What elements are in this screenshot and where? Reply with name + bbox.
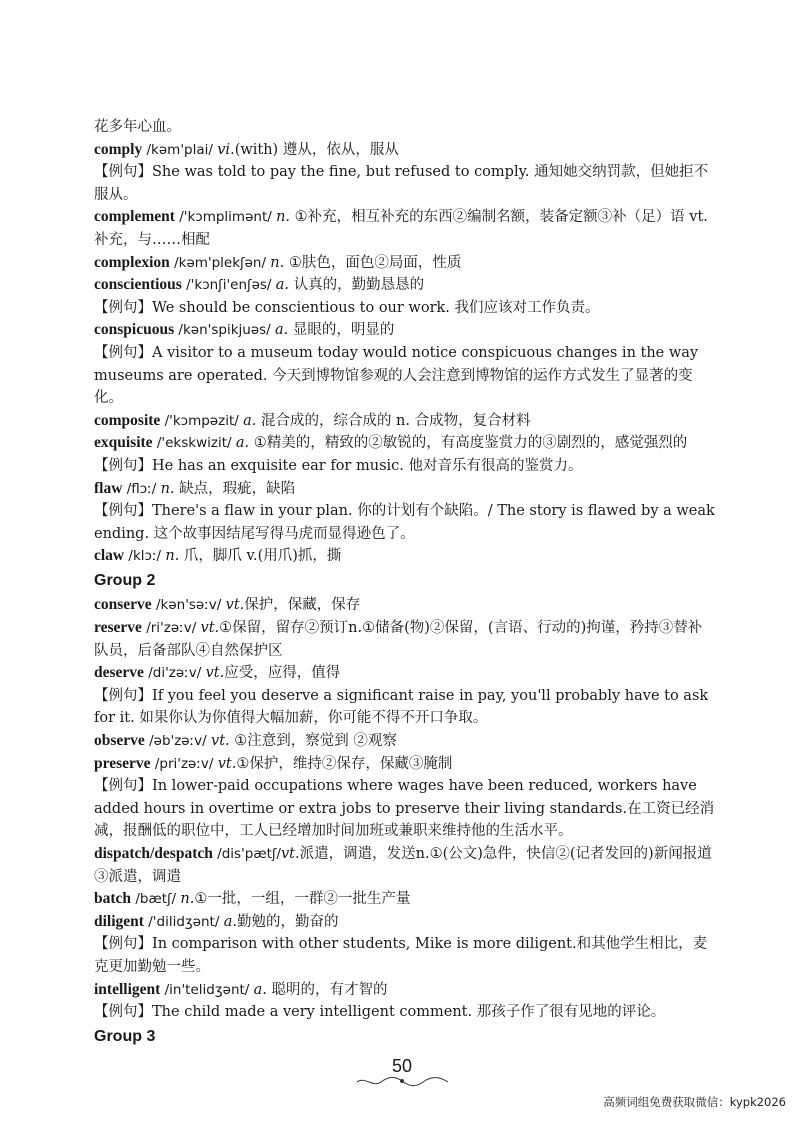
- group-heading: Group 2: [94, 571, 156, 589]
- vocab-entry: [94, 139, 716, 162]
- definition: 保护，保藏，保存: [244, 597, 361, 614]
- vocab-entry: [94, 545, 716, 568]
- definition: (with) 遵从，依从，服从: [234, 141, 399, 158]
- vocab-entry: [94, 432, 716, 455]
- definition: 混合成的，综合成的 n. 合成物，复合材料: [256, 412, 531, 429]
- headword: composite: [94, 411, 161, 429]
- text-line: 花多年心血。: [94, 119, 181, 135]
- headword: preserve: [94, 754, 151, 772]
- vocab-entry: [94, 888, 716, 911]
- definition: 缺点，瑕疵，缺陷: [174, 480, 296, 497]
- phonetic: /kəm'plekʃən/: [169, 254, 271, 271]
- example-sentence: [94, 775, 716, 843]
- vocab-entry: [94, 478, 716, 501]
- part-of-speech: vt.: [205, 665, 225, 682]
- part-of-speech: vt.: [217, 755, 237, 772]
- vocab-entry: [94, 617, 716, 662]
- phonetic: /pri'zəːv/: [150, 755, 218, 772]
- phonetic: /in'telidʒənt/: [160, 981, 254, 998]
- footer-ornament-icon: [355, 1074, 450, 1088]
- headword: diligent: [94, 912, 144, 930]
- vocabulary-page: [94, 116, 716, 1050]
- example-tag: 【例句】: [94, 164, 152, 181]
- part-of-speech: a.: [253, 981, 267, 998]
- definition: ①补充，相互补充的东西②编制名额，装备定额③补（足）语 vt. 补充，与……相配: [94, 209, 708, 248]
- example-sentence: [94, 342, 716, 410]
- vocab-entry: [94, 206, 716, 251]
- part-of-speech: n.: [270, 254, 285, 271]
- vocab-entry: [94, 252, 716, 275]
- vocab-entry: [94, 753, 716, 776]
- definition: 派遣，调遣，发送n.①(公文)急件，快信②(记者发回的)新闻报道③派遣，调遣: [94, 846, 712, 885]
- vocab-entry: [94, 843, 716, 888]
- definition: ①注意到，察觉到 ②观察: [229, 733, 397, 750]
- headword: deserve: [94, 664, 144, 682]
- headword: comply: [94, 140, 143, 158]
- example-tag: 【例句】: [94, 299, 152, 316]
- headword: complexion: [94, 253, 170, 271]
- vocab-entry: [94, 594, 716, 617]
- footer-note: 高频词组免费获取微信：kypk2026: [603, 1095, 786, 1109]
- example-text: There's a flaw in your plan. 你的计划有个缺陷。/ The story is flawed by a weak ending. 这个故事因结尾写得马虎而显得逊色了。: [94, 503, 715, 542]
- example-tag: 【例句】: [94, 936, 152, 953]
- headword: conserve: [94, 596, 152, 614]
- phonetic: /əb'zəːv/: [144, 733, 211, 750]
- headword: dispatch/despatch: [94, 845, 213, 862]
- example-sentence: [94, 500, 716, 545]
- example-text: A visitor to a museum today would notice conspicuous changes in the way museums are operated. 今天到博物馆参观的人会注意到博物馆的运作方式发生了显著的变化。: [94, 344, 699, 407]
- phonetic: /flɔː/: [122, 480, 161, 497]
- headword: conspicuous: [94, 321, 175, 339]
- headword: conscientious: [94, 276, 182, 294]
- definition: ①保护，维持②保存，保藏③腌制: [236, 755, 453, 772]
- example-tag: 【例句】: [94, 687, 152, 704]
- example-sentence: [94, 297, 716, 320]
- vocab-entry: [94, 274, 716, 297]
- phonetic: /ri'zəːv/: [141, 620, 201, 637]
- part-of-speech: a.: [275, 277, 290, 294]
- example-text: If you feel you deserve a significant raise in pay, you'll probably have to ask for it. 如果你认为你值得大幅加薪，你可能不得不开口争取。: [94, 687, 709, 727]
- vocab-entry: [94, 730, 716, 753]
- example-tag: 【例句】: [94, 1004, 152, 1021]
- example-sentence: [94, 161, 716, 206]
- part-of-speech: vi.: [217, 141, 235, 158]
- part-of-speech: n.: [160, 480, 175, 497]
- vocab-entry: [94, 662, 716, 685]
- part-of-speech: a.: [275, 322, 289, 339]
- headword: claw: [94, 547, 125, 565]
- phonetic: /'dilidʒənt/: [143, 913, 224, 930]
- phonetic: /kən'spikjuəs/: [174, 322, 276, 339]
- example-sentence: [94, 933, 716, 978]
- example-text: She was told to pay the fine, but refused to comply. 通知她交纳罚款，但她拒不服从。: [94, 164, 709, 203]
- example-sentence: [94, 685, 716, 730]
- phonetic: /bætʃ/: [131, 891, 181, 908]
- phonetic: /klɔː/: [124, 548, 166, 565]
- phonetic: /di'zəːv/: [143, 665, 206, 682]
- definition: ①精美的，精致的②敏锐的，有高度鉴赏力的③剧烈的，感觉强烈的: [249, 435, 688, 452]
- headword: flaw: [94, 479, 123, 497]
- definition: 认真的，勤勤恳恳的: [289, 277, 425, 294]
- example-text: We should be conscientious to our work. 我们应该对工作负责。: [152, 299, 600, 316]
- example-sentence: [94, 1001, 716, 1024]
- part-of-speech: n.: [180, 891, 195, 908]
- phonetic: /'ekskwizit/: [152, 435, 236, 452]
- example-text: In comparison with other students, Mike is more diligent.和其他学生相比，麦克更加勤勉一些。: [94, 936, 708, 975]
- definition: 勤勉的，勤奋的: [236, 913, 339, 930]
- example-tag: 【例句】: [94, 344, 152, 361]
- headword: reserve: [94, 619, 142, 637]
- definition: 爪，脚爪 v.(用爪)抓，撕: [179, 548, 342, 565]
- definition: ①保留，留存②预订n.①储备(物)②保留，(言语、行动的)拘谨，矜持③替补队员，后备部队④自然保护区: [94, 620, 703, 659]
- part-of-speech: vt.: [200, 620, 220, 637]
- vocab-entry: [94, 979, 716, 1002]
- vocab-entry: [94, 319, 716, 342]
- phonetic: /'kɔmpəzit/: [160, 412, 244, 429]
- definition: 聪明的，有才智的: [266, 981, 388, 998]
- group-heading: Group 3: [94, 1027, 156, 1045]
- phonetic: /'kɔmplimənt/: [174, 209, 277, 226]
- part-of-speech: vt.: [211, 733, 230, 750]
- definition: ①肤色，面色②局面，性质: [284, 254, 462, 271]
- part-of-speech: a.: [223, 913, 237, 930]
- part-of-speech: a.: [235, 435, 250, 452]
- phonetic: /kəm'plai/: [142, 141, 218, 158]
- example-text: The child made a very intelligent comment. 那孩子作了很有见地的评论。: [152, 1004, 666, 1021]
- vocab-entry: [94, 911, 716, 934]
- headword: intelligent: [94, 980, 161, 998]
- page-number: 50: [391, 1056, 413, 1076]
- headword: exquisite: [94, 434, 153, 452]
- definition: 显眼的，明显的: [288, 322, 395, 339]
- example-text: In lower-paid occupations where wages have been reduced, workers have added hours in overtime or extra jobs to preserve their living standards.在工资已经消减，报酬低的职位中，工人已经增加时间加班或兼职来维持他的生活水平。: [94, 778, 715, 840]
- definition: 应受，应得，值得: [224, 665, 341, 682]
- headword: observe: [94, 732, 145, 750]
- example-tag: 【例句】: [94, 457, 152, 474]
- example-tag: 【例句】: [94, 503, 152, 520]
- part-of-speech: n.: [276, 209, 291, 226]
- part-of-speech: a.: [243, 412, 257, 429]
- headword: batch: [94, 890, 132, 908]
- phonetic: /dis'pætʃ/: [212, 846, 281, 862]
- example-sentence: [94, 455, 716, 478]
- vocab-entry: [94, 410, 716, 433]
- part-of-speech: vt.: [280, 846, 300, 862]
- example-tag: 【例句】: [94, 778, 152, 795]
- part-of-speech: n.: [165, 548, 180, 565]
- part-of-speech: vt.: [225, 597, 245, 614]
- definition: ①一批，一组，一群②一批生产量: [194, 891, 411, 908]
- example-text: He has an exquisite ear for music. 他对音乐有很高的鉴赏力。: [152, 457, 583, 474]
- headword: complement: [94, 208, 175, 226]
- phonetic: /'kɔnʃi'enʃəs/: [181, 277, 276, 294]
- phonetic: /kən'səːv/: [151, 597, 226, 614]
